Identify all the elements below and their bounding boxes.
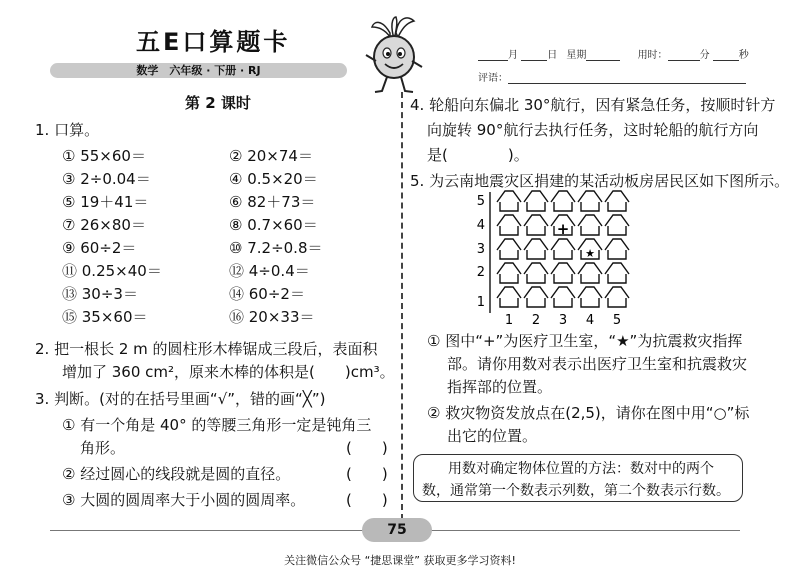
lesson-title: 第 2 课时 — [185, 94, 251, 112]
house-c5-r5 — [605, 191, 629, 211]
calc-item: ⑨ 60÷2＝ — [62, 239, 137, 257]
house-c2-r3 — [524, 239, 548, 259]
house-c4-r2 — [578, 263, 602, 283]
q2-line1: 2. 把一根长 2 m 的圆柱形木棒锯成三段后，表面积 — [35, 340, 378, 358]
q3-statement-1-cont: 角形。 — [80, 439, 126, 457]
footer-note: 关注微信公众号 “捷思课堂” 获取更多学习资料! — [284, 554, 516, 567]
house-c1-r2 — [497, 263, 521, 283]
q3-answer-paren-1[interactable]: ( ) — [346, 439, 388, 457]
house-c1-r1 — [497, 287, 521, 307]
calc-item: ⑪ 0.25×40＝ — [62, 262, 162, 280]
calc-item: ② 20×74＝ — [229, 147, 313, 165]
row-label-4: 4 — [476, 218, 485, 233]
col-label-5: 5 — [612, 313, 622, 328]
method-tip-box — [413, 454, 743, 502]
q4-line1: 4. 轮船向东偏北 30°航行，因有紧急任务，按顺时针方 — [410, 96, 776, 114]
row-label-5: 5 — [476, 194, 485, 209]
col-label-2: 2 — [531, 313, 541, 328]
q3-statement-2: ② 经过圆心的线段就是圆的直径。 — [62, 465, 291, 483]
calc-item: ④ 0.5×20＝ — [229, 170, 318, 188]
date-time-line: 月 日 星期 用时： 分 秒 — [478, 46, 749, 61]
command-center-star-icon: ★ — [585, 247, 595, 260]
calc-item: ⑩ 7.2÷0.8＝ — [229, 239, 323, 257]
calc-item: ③ 2÷0.04＝ — [62, 170, 151, 188]
house-c5-r2 — [605, 263, 629, 283]
q3-label: 3. 判断。(对的在括号里画“√”，错的画“╳”) — [35, 390, 326, 408]
house-c1-r4 — [497, 215, 521, 235]
q3-statement-1: ① 有一个角是 40° 的等腰三角形一定是钝角三 — [62, 416, 372, 434]
row-label-3: 3 — [476, 242, 485, 257]
house-c5-r3 — [605, 239, 629, 259]
q3-answer-paren-2[interactable]: ( ) — [346, 465, 388, 483]
medical-room-plus-marker: + — [556, 220, 570, 238]
house-c3-r5 — [551, 191, 575, 211]
col-label-1: 1 — [504, 313, 514, 328]
q3-statement-3: ③ 大圆的圆周率大于小圆的圆周率。 — [62, 491, 306, 509]
house-c4-r1 — [578, 287, 602, 307]
house-c4-r4 — [578, 215, 602, 235]
calc-item: ① 55×60＝ — [62, 147, 146, 165]
row-label-2: 2 — [476, 265, 485, 280]
house-c3-r2 — [551, 263, 575, 283]
tip-line-2: 数，通常第一个数表示列数，第二个数表示行数。 — [422, 483, 730, 499]
q5-part1-line2: 部。请你用数对表示出医疗卫生室和抗震救灾 — [447, 355, 748, 373]
house-c2-r5 — [524, 191, 548, 211]
house-c5-r4 — [605, 215, 629, 235]
comment-line: 评语： — [478, 69, 746, 84]
house-c2-r4 — [524, 215, 548, 235]
col-label-4: 4 — [585, 313, 595, 328]
q4-line2: 向旋转 90°航行去执行任务，这时轮船的航行方向 — [427, 121, 759, 139]
q2-line2: 增加了 360 cm²，原来木棒的体积是( )cm³。 — [62, 363, 395, 381]
house-c1-r5 — [497, 191, 521, 211]
row-label-1: 1 — [476, 295, 485, 310]
calc-item: ⑫ 4÷0.4＝ — [229, 262, 310, 280]
q3-answer-paren-3[interactable]: ( ) — [346, 491, 388, 509]
calc-item: ⑦ 26×80＝ — [62, 216, 146, 234]
radish-mascot-icon — [360, 15, 430, 97]
calc-item: ⑯ 20×33＝ — [229, 308, 315, 326]
calc-item: ⑥ 82＋73＝ — [229, 193, 316, 211]
calc-item: ⑧ 0.7×60＝ — [229, 216, 318, 234]
house-c3-r1 — [551, 287, 575, 307]
calc-item: ⑭ 60÷2＝ — [229, 285, 305, 303]
q5-part2-line1: ② 救灾物资发放点在(2,5)，请你在图中用“○”标 — [427, 404, 750, 422]
q4-line3: 是( )。 — [427, 146, 529, 164]
calc-item: ⑬ 30÷3＝ — [62, 285, 138, 303]
col-label-3: 3 — [558, 313, 568, 328]
house-c4-r5 — [578, 191, 602, 211]
house-c2-r2 — [524, 263, 548, 283]
page-number: 75 — [362, 518, 432, 542]
subject-grade-bar: 数学 六年级 · 下册 · RJ — [50, 63, 347, 78]
house-c1-r3 — [497, 239, 521, 259]
q5-label: 5. 为云南地震灾区捐建的某活动板房居民区如下图所示。 — [410, 172, 790, 190]
q5-part1-line3: 指挥部的位置。 — [447, 378, 553, 396]
q1-label: 1. 口算。 — [35, 121, 100, 139]
tip-line-1: 用数对确定物体位置的方法：数对中的两个 — [448, 461, 714, 477]
house-c2-r1 — [524, 287, 548, 307]
house-grid-diagram — [470, 188, 680, 328]
q5-part1-line1: ① 图中“+”为医疗卫生室，“★”为抗震救灾指挥 — [427, 332, 743, 350]
house-c5-r1 — [605, 287, 629, 307]
calc-item: ⑤ 19＋41＝ — [62, 193, 149, 211]
calc-item: ⑮ 35×60＝ — [62, 308, 148, 326]
q5-part2-line2: 出它的位置。 — [447, 427, 538, 445]
card-title: 五E口算题卡 — [136, 28, 291, 56]
house-c3-r3 — [551, 239, 575, 259]
column-divider — [401, 92, 403, 520]
